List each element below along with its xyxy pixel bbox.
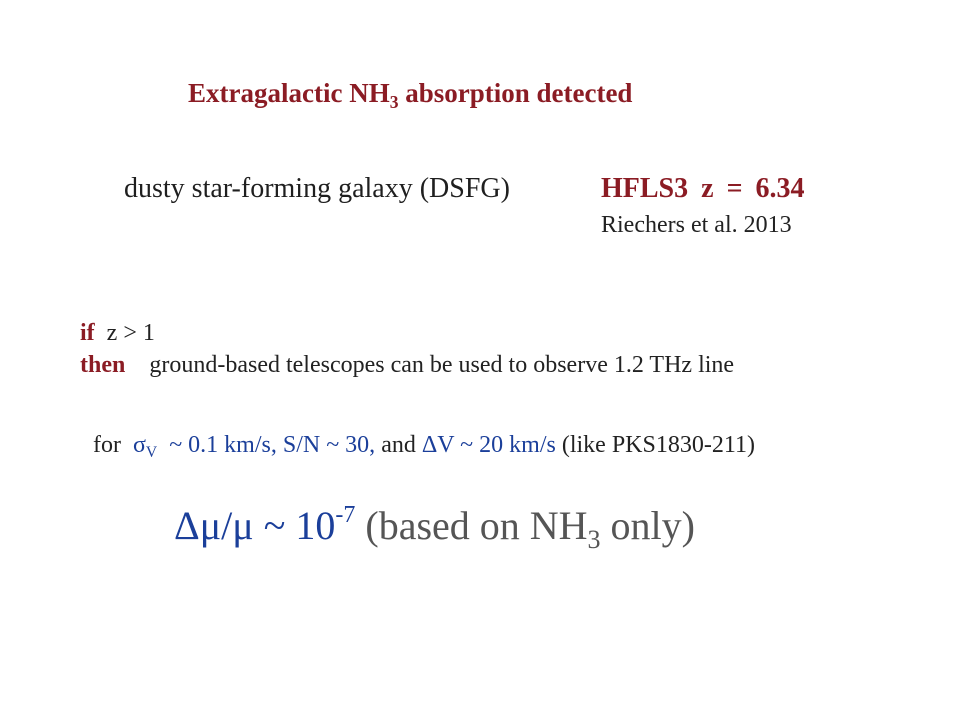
like-text: (like PKS1830-211) xyxy=(555,432,755,458)
galaxy-identifier xyxy=(601,173,805,205)
then-keyword: then xyxy=(80,352,126,378)
then-text: ground-based telescopes can be used to observe 1.2 THz line xyxy=(149,352,735,378)
condition-then-line xyxy=(80,352,734,379)
galaxy-description: dusty star-forming galaxy (DSFG) xyxy=(124,173,510,204)
title-prefix: Extragalactic NH xyxy=(188,78,390,108)
slide-title xyxy=(188,78,633,113)
note-prefix: (based on NH xyxy=(355,503,588,548)
condition-if-line xyxy=(80,320,155,347)
note-suffix: only) xyxy=(600,503,695,548)
sigma-subscript: V xyxy=(145,444,158,462)
for-word: for xyxy=(93,432,121,458)
galaxy-name: HFLS3 xyxy=(601,173,689,204)
note-subscript: 3 xyxy=(587,525,601,555)
reference: Riechers et al. 2013 xyxy=(601,212,792,238)
sigma-value: ~ 0.1 km/s, S/N ~ 30, xyxy=(163,432,376,458)
delta-mu-over-mu: Δμ/μ xyxy=(174,503,254,548)
if-text: z > 1 xyxy=(106,320,155,346)
tilde-base: ~ 10 xyxy=(253,503,336,548)
sigma-symbol: σ xyxy=(132,432,146,458)
title-suffix: absorption detected xyxy=(398,78,633,108)
title-subscript: 3 xyxy=(389,92,399,113)
if-keyword: if xyxy=(80,320,95,346)
exponent: -7 xyxy=(335,502,356,529)
and-word: and xyxy=(375,432,422,458)
result-expression xyxy=(174,502,695,555)
delta-v: ΔV ~ 20 km/s xyxy=(421,432,556,458)
requirements-line xyxy=(93,432,755,462)
galaxy-redshift: z = 6.34 xyxy=(701,173,805,204)
